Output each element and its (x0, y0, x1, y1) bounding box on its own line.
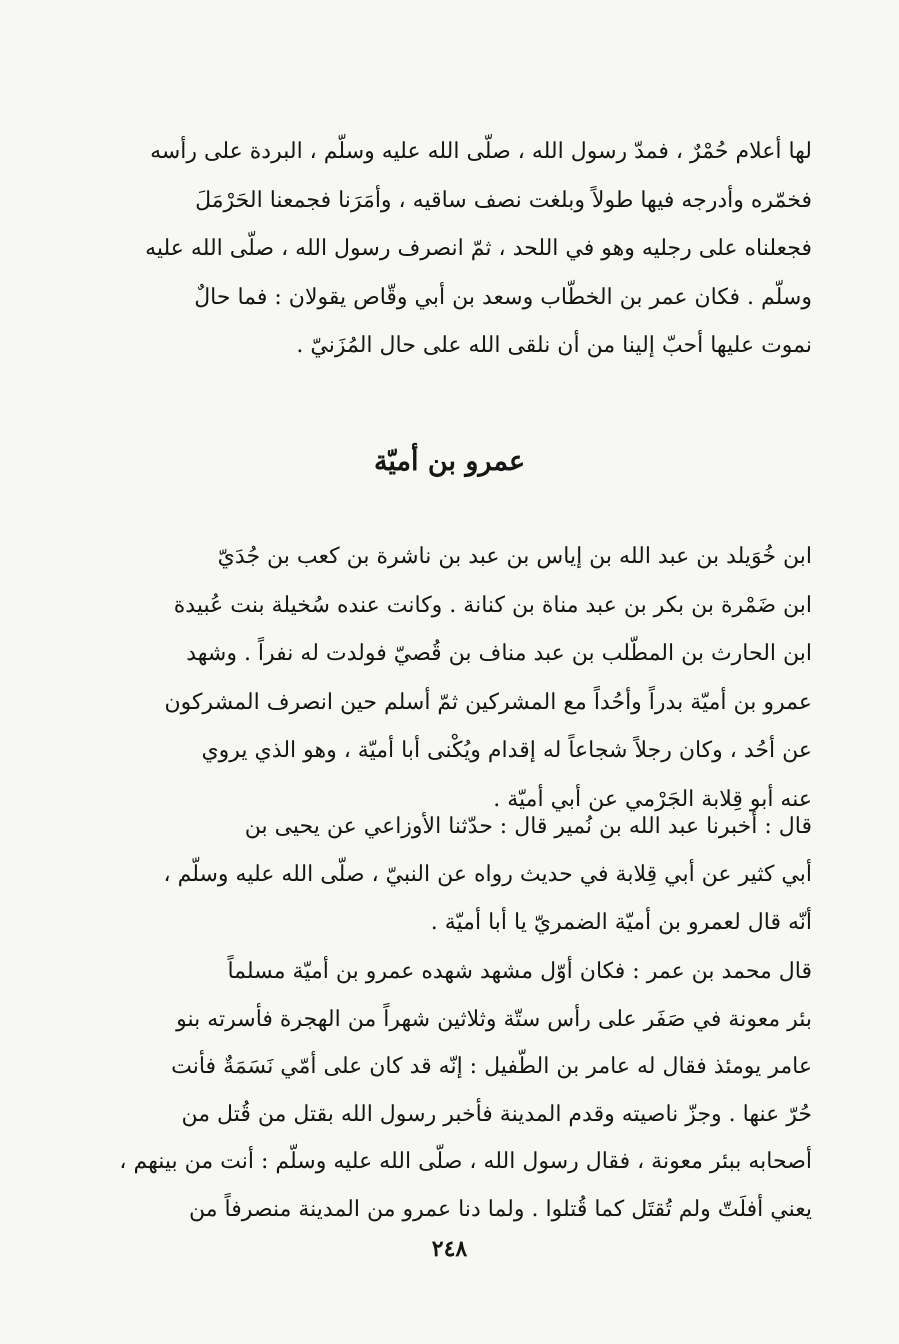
text-line: عمرو بن أميّة بدراً وأحُداً مع المشركين ثمّ أسلم حين انصرف المشركون (164, 689, 812, 715)
text-line: عامر يومئذ فقال له عامر بن الطّفيل : إنّه قد كان على أمّي نَسَمَةٌ فأنت (171, 1054, 812, 1079)
bir-maona-paragraph (112, 948, 812, 1233)
hadith-paragraph (112, 803, 812, 947)
section-title: عمرو بن أميّة (373, 446, 526, 477)
text-line: أصحابه ببئر معونة ، فقال رسول الله ، صلّى الله عليه وسلّم : أنت من بينهم ، (119, 1149, 812, 1174)
text-line: أبي كثير عن أبي قِلابة في حديث رواه عن النبيّ ، صلّى الله عليه وسلّم ، (163, 862, 812, 887)
text-line: فجعلناه على رجليه وهو في اللحد ، ثمّ انصرف رسول الله ، صلّى الله عليه (145, 236, 812, 261)
text-line: عنه أبو قِلابة الجَرْمي عن أبي أميّة . (493, 786, 812, 812)
text-line: عن أحُد ، وكان رجلاً شجاعاً له إقدام ويُكْنى أبا أميّة ، وهو الذي يروي (201, 738, 812, 763)
text-line: لها أعلام حُمْرٌ ، فمدّ رسول الله ، صلّى الله عليه وسلّم ، البردة على رأسه (150, 139, 812, 164)
text-line: قال : أخبرنا عبد الله بن نُمير قال : حدّثنا الأوزاعي عن يحيى بن (244, 814, 812, 839)
text-line: حُرّ عنها . وجزّ ناصيته وقدم المدينة فأخبر رسول الله بقتل من قُتل من (181, 1101, 812, 1127)
text-line: ابن خُوَيلد بن عبد الله بن إياس بن عبد بن ناشرة بن كعب بن جُدَيّ (217, 544, 812, 569)
text-line: وسلّم . فكان عمر بن الخطّاب وسعد بن أبي وقّاص يقولان : فما حالٌ (194, 284, 812, 310)
text-line: يعني أفلَتّ ولم تُقتَل كما قُتلوا . ولما دنا عمرو من المدينة منصرفاً من (188, 1196, 812, 1222)
text-line: ابن ضَمْرة بن بكر بن عبد مناة بن كنانة . وكانت عنده سُخيلة بنت عُبيدة (173, 592, 812, 618)
text-line: أنّه قال لعمرو بن أميّة الضمريّ يا أبا أميّة . (430, 910, 812, 935)
text-line: قال محمد بن عمر : فكان أوّل مشهد شهده عمرو بن أميّة مسلماً (227, 959, 812, 984)
text-line: نموت عليها أحبّ إلينا من أن نلقى الله على حال المُزَنيّ . (296, 333, 812, 358)
text-line: بئر معونة في صَفَر على رأس ستّة وثلاثين شهراً من الهجرة فأسرته بنو (176, 1006, 812, 1032)
text-line: ابن الحارث بن المطّلب بن عبد مناف بن قُصيّ فولدت له نفراً . وشهد (186, 641, 812, 666)
text-line: فخمّره وأدرجه فيها طولاً وبلغت نصف ساقيه ، وأمَرَنا فجمعنا الحَرْمَلَ (195, 187, 812, 213)
page-number: ٢٤٨ (431, 1236, 468, 1262)
intro-paragraph (112, 128, 812, 371)
biography-paragraph (112, 533, 812, 824)
